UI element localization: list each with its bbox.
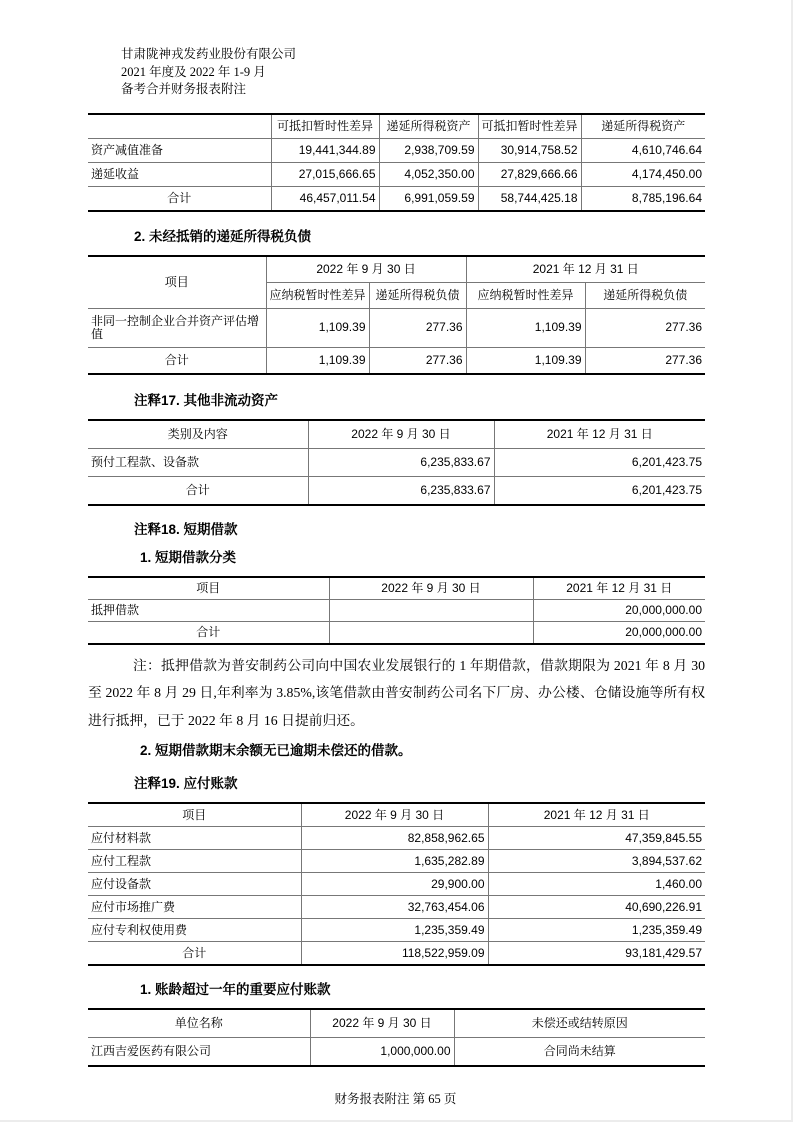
deferred-tax-assets-table xyxy=(88,113,705,212)
col-header: 2022 年 9 月 30 日 xyxy=(308,420,494,449)
cell-value xyxy=(329,621,533,644)
header-row xyxy=(88,577,705,600)
cell-value: 118,522,959.09 xyxy=(301,942,488,966)
cell-label: 递延收益 xyxy=(88,162,271,186)
aging-payables-table xyxy=(88,1008,705,1067)
cell-label: 合计 xyxy=(88,347,266,374)
col-header: 类别及内容 xyxy=(88,420,308,449)
other-noncurrent-assets-table xyxy=(88,419,705,506)
section-title-deferred-tax-liabilities: 2. 未经抵销的递延所得税负债 xyxy=(134,228,312,244)
cell-value: 40,690,226.91 xyxy=(488,896,705,919)
cell-value: 2,938,709.59 xyxy=(379,138,478,162)
accounts-payable-table xyxy=(88,802,705,966)
header-row xyxy=(88,803,705,827)
col-group-header: 2022 年 9 月 30 日 xyxy=(266,256,466,283)
cell-label: 应付工程款 xyxy=(88,850,301,873)
report-period: 2021 年度及 2022 年 1-9 月 xyxy=(121,64,266,79)
report-title: 备考合并财务报表附注 xyxy=(121,82,247,96)
cell-value: 1,235,359.49 xyxy=(488,919,705,942)
table-row xyxy=(88,1038,705,1067)
cell-label: 合计 xyxy=(88,621,329,644)
col-header: 2021 年 12 月 31 日 xyxy=(494,420,705,449)
col-header: 可抵扣暂时性差异 xyxy=(271,114,379,139)
short-term-loans-table xyxy=(88,576,705,645)
cell-value: 29,900.00 xyxy=(301,873,488,896)
col-header: 2022 年 9 月 30 日 xyxy=(301,803,488,827)
cell-value: 1,460.00 xyxy=(488,873,705,896)
cell-value: 1,109.39 xyxy=(466,347,585,374)
cell-value: 1,109.39 xyxy=(266,308,369,347)
header-row xyxy=(88,1009,705,1038)
cell-value: 20,000,000.00 xyxy=(533,599,705,621)
section-title-short-term-loans: 注释18. 短期借款 xyxy=(134,521,238,537)
table-row xyxy=(88,308,705,347)
cell-value: 277.36 xyxy=(585,347,705,374)
cell-label: 合计 xyxy=(88,942,301,966)
cell-value: 1,635,282.89 xyxy=(301,850,488,873)
cell-label: 应付材料款 xyxy=(88,827,301,850)
cell-label: 应付市场推广费 xyxy=(88,896,301,919)
cell-value: 1,109.39 xyxy=(466,308,585,347)
section-title-other-noncurrent: 注释17. 其他非流动资产 xyxy=(134,392,279,408)
cell-value: 1,109.39 xyxy=(266,347,369,374)
table-row xyxy=(88,448,705,476)
col-header xyxy=(88,114,271,139)
col-header: 2022 年 9 月 30 日 xyxy=(310,1009,454,1038)
cell-value: 20,000,000.00 xyxy=(533,621,705,644)
cell-label: 合计 xyxy=(88,186,271,211)
loan-note-paragraph: 注：抵押借款为普安制药公司向中国农业发展银行的 1 年期借款，借款期限为 2021 年 8 月 30 至 2022 年 8 月 29 日,年利率为 3.85%,该笔借款由普安制药公司名下厂房、办公楼、仓储设施等所有权进行抵押，已于 2022 年 8 月 16 日提前归还。 xyxy=(88,657,705,728)
total-row xyxy=(88,942,705,966)
cell-label: 合计 xyxy=(88,476,308,505)
cell-label: 预付工程款、设备款 xyxy=(88,448,308,476)
cell-value: 6,201,423.75 xyxy=(494,476,705,505)
table-row xyxy=(88,827,705,850)
doc-header xyxy=(121,46,703,99)
header-row xyxy=(88,256,705,283)
cell-value: 277.36 xyxy=(585,308,705,347)
cell-value: 58,744,425.18 xyxy=(478,186,581,211)
table-row xyxy=(88,138,705,162)
col-header: 可抵扣暂时性差异 xyxy=(478,114,581,139)
cell-value: 19,441,344.89 xyxy=(271,138,379,162)
cell-value: 4,610,746.64 xyxy=(581,138,705,162)
col-header: 应纳税暂时性差异 xyxy=(466,282,585,308)
cell-label: 应付专利权使用费 xyxy=(88,919,301,942)
table-row xyxy=(88,873,705,896)
cell-value: 82,858,962.65 xyxy=(301,827,488,850)
total-row xyxy=(88,347,705,374)
cell-label: 抵押借款 xyxy=(88,599,329,621)
section-title-accounts-payable: 注释19. 应付账款 xyxy=(134,776,238,791)
table-row xyxy=(88,896,705,919)
cell-value: 27,015,666.65 xyxy=(271,162,379,186)
col-group-header: 2021 年 12 月 31 日 xyxy=(466,256,705,283)
cell-value xyxy=(329,599,533,621)
col-header: 2021 年 12 月 31 日 xyxy=(488,803,705,827)
cell-value: 合同尚未结算 xyxy=(454,1038,705,1067)
total-row xyxy=(88,186,705,211)
cell-value: 6,235,833.67 xyxy=(308,448,494,476)
header-row xyxy=(88,420,705,449)
cell-value: 1,235,359.49 xyxy=(301,919,488,942)
cell-value: 27,829,666.66 xyxy=(478,162,581,186)
cell-value: 93,181,429.57 xyxy=(488,942,705,966)
table-row xyxy=(88,850,705,873)
subsection-title-no-overdue-loans: 2. 短期借款期末余额无已逾期未偿还的借款。 xyxy=(140,743,412,758)
col-header: 单位名称 xyxy=(88,1009,310,1038)
cell-value: 32,763,454.06 xyxy=(301,896,488,919)
page-footer: 财务报表附注 第 65 页 xyxy=(334,1092,457,1106)
cell-value: 6,235,833.67 xyxy=(308,476,494,505)
cell-label: 非同一控制企业合并资产评估增值 xyxy=(88,308,266,347)
cell-label: 应付设备款 xyxy=(88,873,301,896)
company-name: 甘肃陇神戎发药业股份有限公司 xyxy=(121,47,297,61)
table-row xyxy=(88,919,705,942)
col-header: 项目 xyxy=(88,256,266,309)
col-header: 项目 xyxy=(88,577,329,600)
col-header: 递延所得税负债 xyxy=(585,282,705,308)
col-header: 2022 年 9 月 30 日 xyxy=(329,577,533,600)
header-row xyxy=(88,114,705,139)
cell-label: 资产减值准备 xyxy=(88,138,271,162)
col-header: 未偿还或结转原因 xyxy=(454,1009,705,1038)
col-header: 递延所得税资产 xyxy=(581,114,705,139)
table-row xyxy=(88,599,705,621)
subsection-title-aging-payables: 1. 账龄超过一年的重要应付账款 xyxy=(140,982,331,997)
col-header: 2021 年 12 月 31 日 xyxy=(533,577,705,600)
total-row xyxy=(88,476,705,505)
cell-value: 1,000,000.00 xyxy=(310,1038,454,1067)
cell-value: 46,457,011.54 xyxy=(271,186,379,211)
table-row xyxy=(88,162,705,186)
col-header: 递延所得税资产 xyxy=(379,114,478,139)
cell-value: 6,201,423.75 xyxy=(494,448,705,476)
cell-value: 47,359,845.55 xyxy=(488,827,705,850)
col-header: 递延所得税负债 xyxy=(369,282,466,308)
cell-label: 江西吉爱医药有限公司 xyxy=(88,1038,310,1067)
cell-value: 30,914,758.52 xyxy=(478,138,581,162)
cell-value: 4,052,350.00 xyxy=(379,162,478,186)
col-header: 项目 xyxy=(88,803,301,827)
subsection-title-loan-classification: 1. 短期借款分类 xyxy=(140,549,237,565)
deferred-tax-liabilities-table xyxy=(88,255,705,375)
cell-value: 6,991,059.59 xyxy=(379,186,478,211)
cell-value: 277.36 xyxy=(369,347,466,374)
cell-value: 8,785,196.64 xyxy=(581,186,705,211)
cell-value: 4,174,450.00 xyxy=(581,162,705,186)
cell-value: 277.36 xyxy=(369,308,466,347)
col-header: 应纳税暂时性差异 xyxy=(266,282,369,308)
total-row xyxy=(88,621,705,644)
cell-value: 3,894,537.62 xyxy=(488,850,705,873)
